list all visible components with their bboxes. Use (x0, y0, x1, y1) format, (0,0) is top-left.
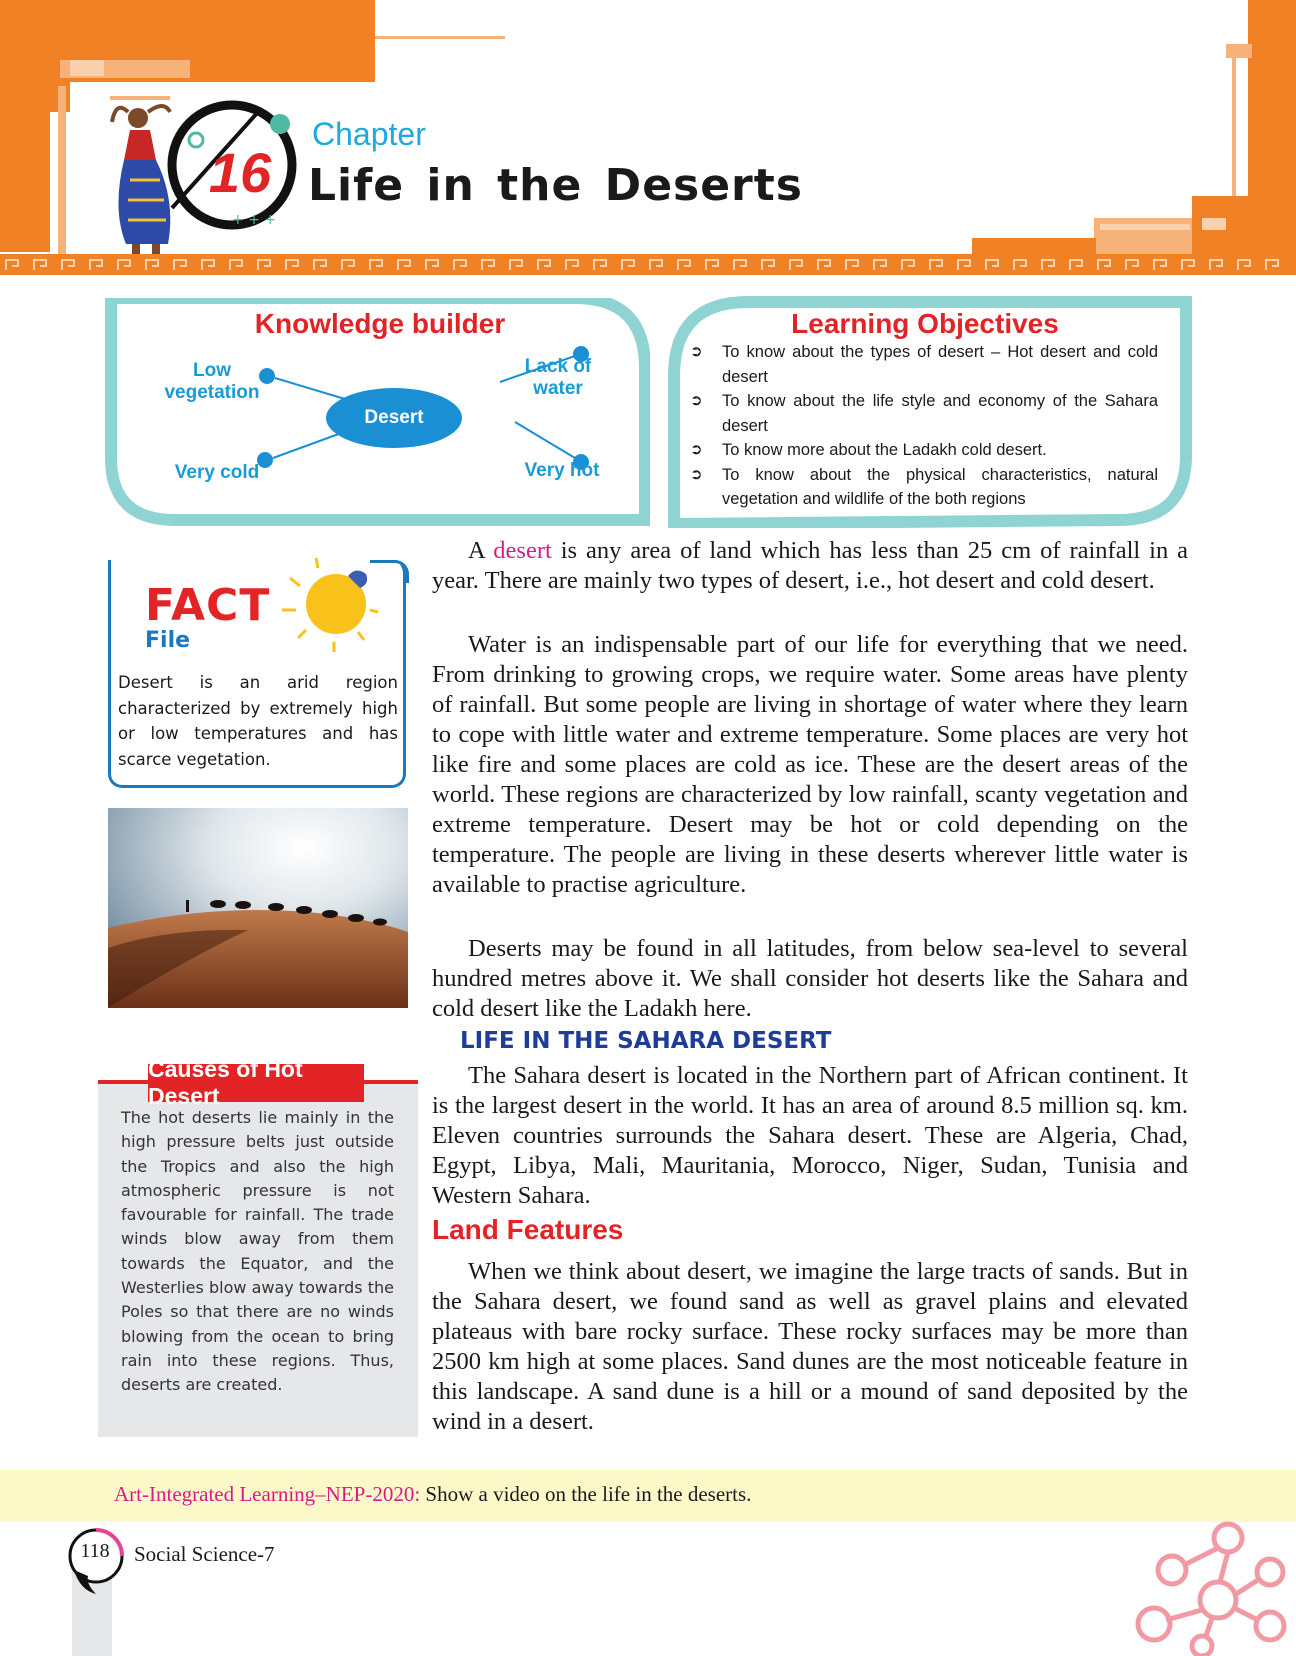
fact-heading: FACT (145, 580, 271, 631)
svg-text:+ + +: + + + (232, 212, 277, 228)
kb-lack-of-water: Lack of water (524, 356, 592, 399)
page-subject: Social Science-7 (134, 1542, 275, 1566)
kb-very-cold: Very cold (174, 462, 260, 483)
art-learning-label: Art-Integrated Learning–NEP-2020: (114, 1482, 421, 1506)
kb-low-vegetation: Low vegetation (164, 360, 260, 403)
learning-objectives-list (690, 340, 1158, 512)
paragraph-1: A desert is any area of land which has less than 25 cm of rainfall in a year. There are mainly two types of desert, i.e., hot desert and cold desert. (432, 537, 1189, 594)
paragraph-2: Water is an indispensable part of our life for everything that we need. From drinking to growing crops, we require water. Some areas have plenty of rainfall. But some people are living in shortage of water where they learn to cope with little water and extreme temperature. Some places are very hot like fire and some places are cold as ice. These are the desert areas of the world. These regions are characterized by low rainfall, scanty vegetation and extreme temperature. Desert may be hot or cold depending on the temperature. The people are living in these deserts wherever little water is available to practise agriculture. (432, 631, 1188, 898)
art-learning-note: Art-Integrated Learning–NEP-2020: Show a video on the life in the deserts. (114, 1482, 752, 1506)
keyword-desert: desert (493, 537, 552, 564)
paragraph-5: When we think about desert, we imagine the large tracts of sands. But in the Sahara desert, we found sand as well as gravel plains and elevated plateaus with bare rocky surface. These rocky surfaces may be more than 2500 km high at some places. Sand dunes are the most noticeable feature in this landscape. A sand dune is a hill or a mound of sand deposited by the wind in a desert. (432, 1258, 1188, 1435)
sahara-heading: LIFE IN THE SAHARA DESERT (460, 1028, 832, 1054)
learning-objectives-title: Learning Objectives (791, 308, 1059, 339)
chapter-title: Life in the Deserts (308, 160, 803, 211)
header-banner (0, 0, 1296, 275)
arrow-bullet-icon: ➲ (690, 465, 703, 483)
lo-item: ➲ To know more about the Ladakh cold desert. (690, 438, 1158, 463)
chapter-label: Chapter (312, 116, 426, 152)
land-features-heading: Land Features (432, 1214, 624, 1245)
lo-item: ➲ To know about the life style and economy of the Sahara desert (690, 389, 1158, 438)
paragraph-3: Deserts may be found in all latitudes, from below sea-level to several hundred metres above it. We shall consider hot deserts like the Sahara and cold desert like the Ladakh here. (432, 935, 1188, 1022)
lo-item: ➲ To know about the physical characteristics, natural vegetation and wildlife of the both regions (690, 463, 1158, 512)
kb-center-node: Desert (326, 388, 462, 448)
causes-text: The hot deserts lie mainly in the high pressure belts just outside the Tropics and also the high atmospheric pressure is not favourable for rainfall. The trade winds blow away from them towards the Equator, and the Westerlies blow away towards the Poles so that there are no winds blowing from the ocean to bring rain into these regions. Thus, deserts are created. (121, 1108, 394, 1395)
lo-item: ➲ To know about the types of desert – Hot desert and cold desert (690, 340, 1158, 389)
bulb-icon (278, 552, 398, 652)
fact-subheading: File (145, 628, 191, 653)
desert-camel-photo (108, 808, 408, 1008)
page-number: 118 (80, 1540, 110, 1562)
chapter-number: 16 (208, 141, 272, 204)
arrow-bullet-icon: ➲ (690, 441, 703, 458)
knowledge-builder-title: Knowledge builder (254, 308, 506, 339)
dancer-illustration (112, 106, 170, 254)
causes-title: Causes of Hot Desert (148, 1064, 364, 1102)
arrow-bullet-icon: ➲ (690, 392, 703, 409)
arrow-bullet-icon: ➲ (690, 343, 703, 360)
paragraph-4: The Sahara desert is located in the Northern part of African continent. It is the largest desert in the world. It has an area of around 8.5 million sq. km. Eleven countries surrounds the Sahara desert. These are Algeria, Chad, Egypt, Libya, Mali, Mauritania, Morocco, Niger, Sudan, Tunisia and Western Sahara. (432, 1062, 1188, 1209)
kb-very-hot: Very hot (524, 460, 600, 481)
molecule-decoration (1120, 1520, 1296, 1656)
fact-file-text: Desert is an arid region characterized by extremely high or low temperatures and has scarce vegetation. (118, 673, 398, 769)
